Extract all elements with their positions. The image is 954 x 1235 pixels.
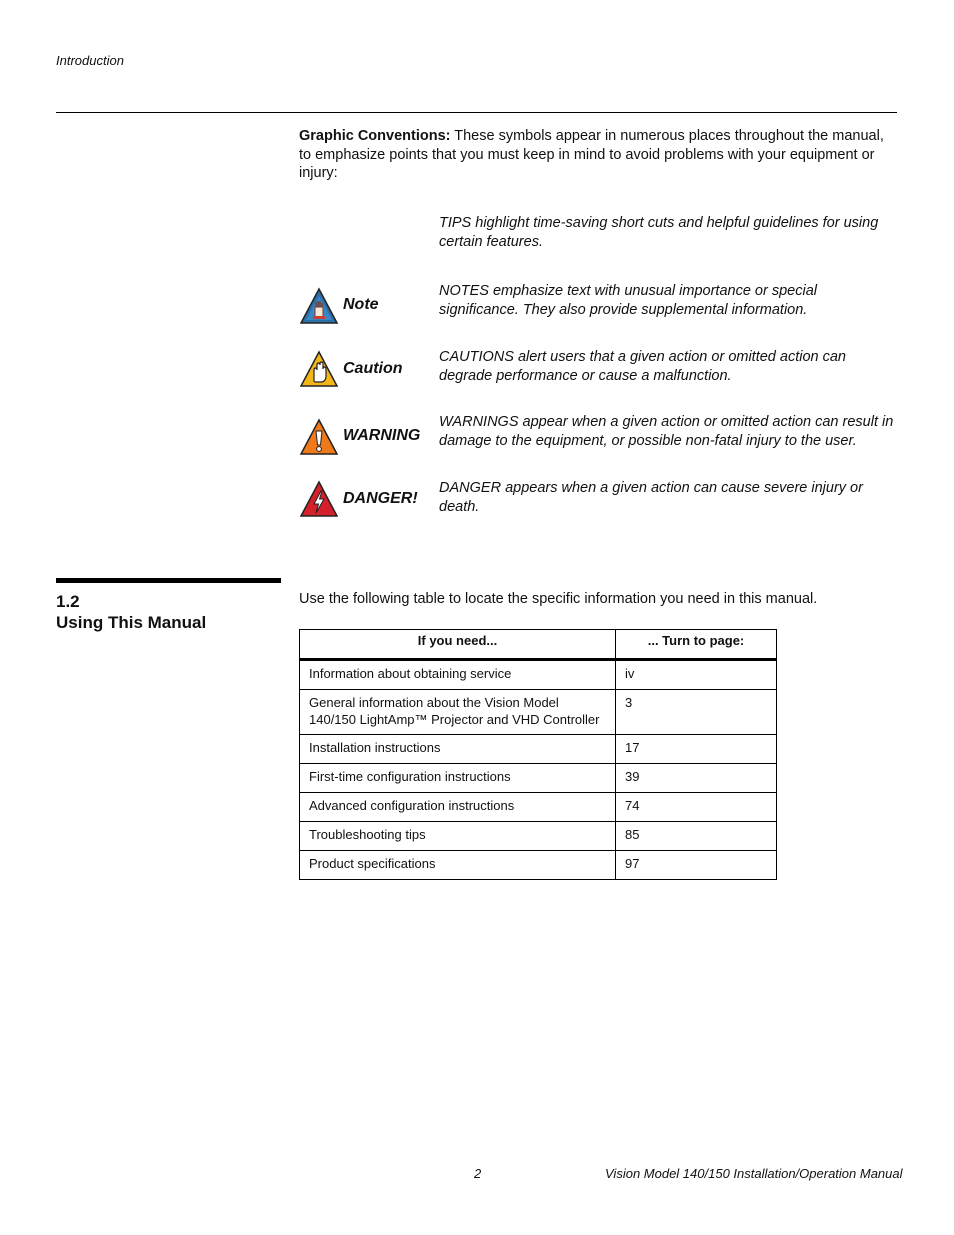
table-cell-page: 97 <box>616 851 777 880</box>
tips-description: TIPS highlight time-saving short cuts and helpful guidelines for using certain features. <box>439 215 879 250</box>
table-cell-need: First-time configuration instructions <box>300 764 616 793</box>
footer-manual-title: Vision Model 140/150 Installation/Operation Manual <box>605 1166 903 1181</box>
warning-icon <box>300 418 338 456</box>
table-header-row <box>300 630 777 660</box>
graphic-conventions-text: These symbols appear in numerous places throughout the manual, to emphasize points that you must keep in mind to avoid problems with your equipment or injury: <box>299 128 884 182</box>
section-intro: Use the following table to locate the specific information you need in this manual. <box>299 591 818 607</box>
section-rule <box>56 578 281 583</box>
table-row <box>300 851 777 880</box>
caution-label: Caution <box>343 360 403 377</box>
table-row <box>300 764 777 793</box>
warning-description: WARNINGS appear when a given action or omitted action can result in damage to the equipment, or possible non-fatal injury to the user. <box>439 414 894 449</box>
table-header-page: ... Turn to page: <box>616 630 777 660</box>
reference-table <box>299 629 777 880</box>
table-row <box>300 793 777 822</box>
table-cell-page: 85 <box>616 822 777 851</box>
table-cell-page: 39 <box>616 764 777 793</box>
table-header-need: If you need... <box>300 630 616 660</box>
table-cell-page: 74 <box>616 793 777 822</box>
table-cell-page: 17 <box>616 735 777 764</box>
table-row <box>300 690 777 735</box>
table-cell-need: General information about the Vision Model 140/150 LightAmp™ Projector and VHD Controller <box>300 690 616 735</box>
table-cell-need: Advanced configuration instructions <box>300 793 616 822</box>
graphic-conventions-lead: Graphic Conventions: <box>299 128 451 144</box>
section-title: Using This Manual <box>56 613 207 632</box>
caution-icon <box>300 350 338 388</box>
danger-description: DANGER appears when a given action can cause severe injury or death. <box>439 480 863 515</box>
note-label: Note <box>343 296 379 313</box>
header-rule <box>56 112 897 113</box>
table-cell-need: Product specifications <box>300 851 616 880</box>
warning-label: WARNING <box>343 427 421 444</box>
graphic-conventions-paragraph <box>299 127 897 183</box>
note-description: NOTES emphasize text with unusual importance or special significance. They also provide supplemental information. <box>439 283 817 318</box>
table-cell-page: iv <box>616 660 777 690</box>
danger-icon <box>300 480 338 518</box>
table-cell-need: Information about obtaining service <box>300 660 616 690</box>
table-cell-need: Troubleshooting tips <box>300 822 616 851</box>
page-number: 2 <box>474 1166 482 1181</box>
table-cell-need: Installation instructions <box>300 735 616 764</box>
table-row <box>300 660 777 690</box>
caution-description: CAUTIONS alert users that a given action or omitted action can degrade performance or cause a malfunction. <box>439 349 846 384</box>
note-icon <box>300 287 338 325</box>
table-cell-page: 3 <box>616 690 777 735</box>
danger-label: DANGER! <box>343 490 418 507</box>
running-header: Introduction <box>56 53 124 68</box>
section-number: 1.2 <box>56 592 80 611</box>
table-row <box>300 822 777 851</box>
table-row <box>300 735 777 764</box>
